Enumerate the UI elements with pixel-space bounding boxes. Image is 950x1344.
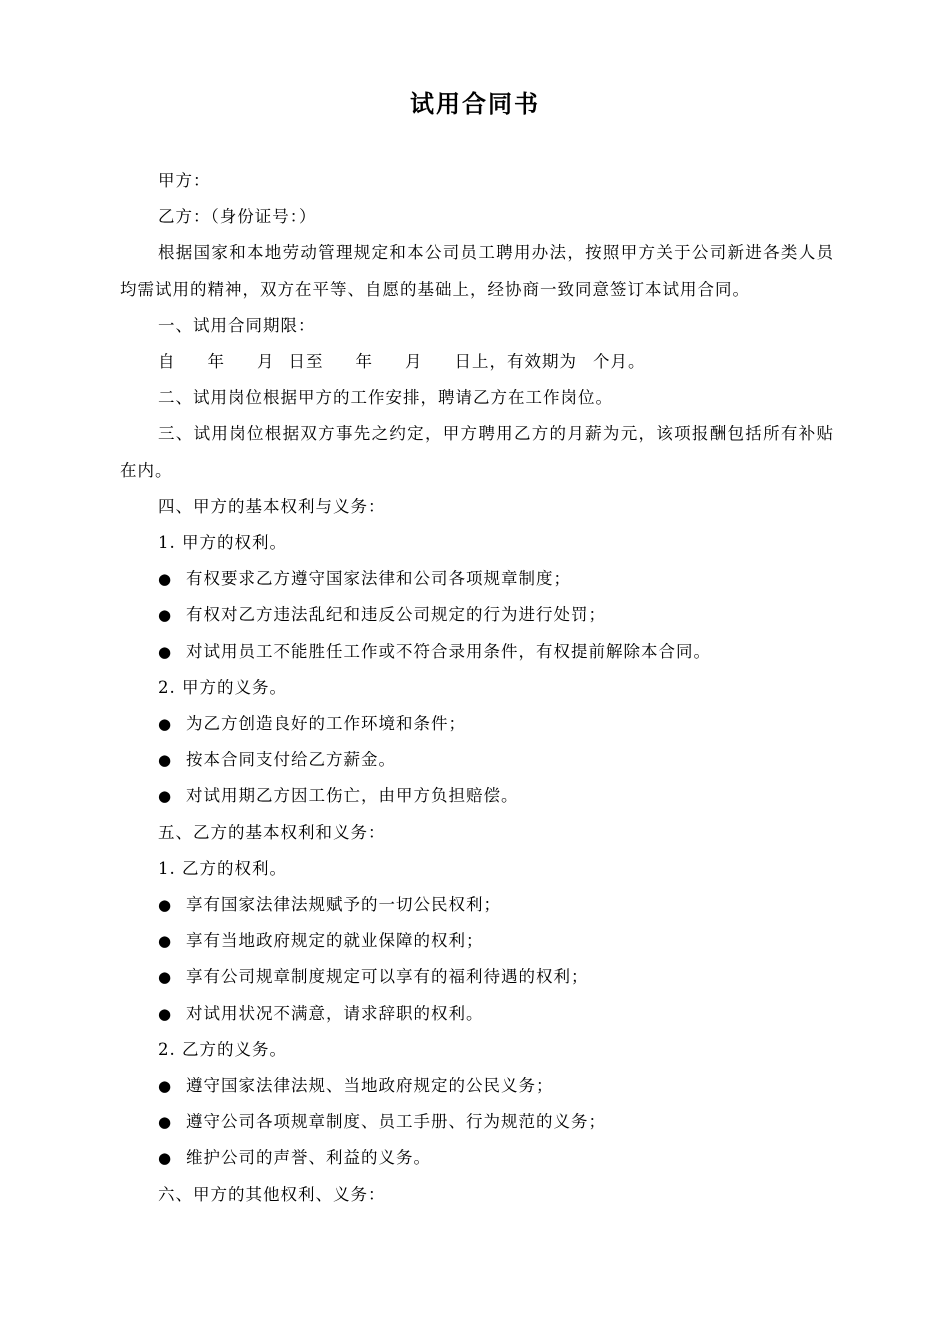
list-item: ● 对试用状况不满意，请求辞职的权利。	[120, 996, 834, 1032]
period-day-2: 日上，有效期为	[454, 352, 577, 372]
party-a-line: 甲方：	[158, 171, 211, 190]
black-circle-bullet-icon: ●	[158, 715, 173, 734]
section-6-heading: 六、甲方的其他权利、义务：	[158, 1184, 386, 1204]
list-item: ● 为乙方创造良好的工作环境和条件；	[120, 706, 834, 742]
black-circle-bullet-icon: ●	[158, 1004, 173, 1023]
black-circle-bullet-icon: ●	[158, 1113, 173, 1132]
black-circle-bullet-icon: ●	[158, 896, 173, 915]
period-year-1: 年	[207, 352, 225, 372]
black-circle-bullet-icon: ●	[158, 606, 173, 625]
black-circle-bullet-icon: ●	[158, 1077, 173, 1096]
section-4-heading: 四、甲方的基本权利与义务：	[158, 496, 386, 516]
section-1-period	[120, 344, 834, 380]
intro-paragraph: 根据国家和本地劳动管理规定和本公司员工聘用办法，按照甲方关于公司新进各类人员均需试用的精神，双方在平等、自愿的基础上，经协商一致同意签订本试用合同。	[120, 243, 834, 299]
section-3-paragraph: 三、试用岗位根据双方事先之约定，甲方聘用乙方的月薪为元，该项报酬包括所有补贴在内。	[120, 424, 834, 480]
period-months: 个月。	[593, 352, 646, 372]
period-month-2: 月	[405, 352, 423, 372]
document-title: 试用合同书	[410, 90, 540, 118]
black-circle-bullet-icon: ●	[158, 787, 173, 806]
list-item: ● 有权要求乙方遵守国家法律和公司各项规章制度；	[120, 561, 834, 597]
list-item: ● 有权对乙方违法乱纪和违反公司规定的行为进行处罚；	[120, 597, 834, 633]
list-item: ● 维护公司的声誉、利益的义务。	[120, 1140, 834, 1176]
list-item: ● 按本合同支付给乙方薪金。	[120, 742, 834, 778]
section-5-heading: 五、乙方的基本权利和义务：	[158, 822, 386, 842]
list-item: ● 享有当地政府规定的就业保障的权利；	[120, 923, 834, 959]
section-2-paragraph: 二、试用岗位根据甲方的工作安排，聘请乙方在工作岗位。	[158, 388, 613, 408]
section-4-duties-heading: 2. 甲方的义务。	[158, 677, 287, 697]
list-item: ● 对试用员工不能胜任工作或不符合录用条件，有权提前解除本合同。	[120, 634, 834, 670]
list-item: ● 享有公司规章制度规定可以享有的福利待遇的权利；	[120, 959, 834, 995]
party-b-line: 乙方：（身份证号：）	[158, 207, 317, 227]
black-circle-bullet-icon: ●	[158, 642, 173, 661]
section-5-duties-heading: 2. 乙方的义务。	[158, 1039, 287, 1059]
section-1-heading: 一、试用合同期限：	[158, 315, 316, 335]
black-circle-bullet-icon: ●	[158, 751, 173, 770]
list-item: ● 对试用期乙方因工伤亡，由甲方负担赔偿。	[120, 778, 834, 814]
black-circle-bullet-icon: ●	[158, 1149, 173, 1168]
black-circle-bullet-icon: ●	[158, 968, 173, 987]
black-circle-bullet-icon: ●	[158, 932, 173, 951]
black-circle-bullet-icon: ●	[158, 570, 173, 589]
list-item: ● 遵守公司各项规章制度、员工手册、行为规范的义务；	[120, 1104, 834, 1140]
period-day-1: 日至	[288, 352, 324, 372]
list-item: ● 遵守国家法律法规、当地政府规定的公民义务；	[120, 1068, 834, 1104]
period-from: 自	[158, 352, 176, 372]
period-month-1: 月	[257, 352, 275, 372]
section-4-rights-heading: 1. 甲方的权利。	[158, 533, 287, 553]
period-year-2: 年	[355, 352, 373, 372]
document-body	[120, 163, 834, 1213]
list-item: ● 享有国家法律法规赋予的一切公民权利；	[120, 887, 834, 923]
section-5-rights-heading: 1. 乙方的权利。	[158, 858, 287, 878]
